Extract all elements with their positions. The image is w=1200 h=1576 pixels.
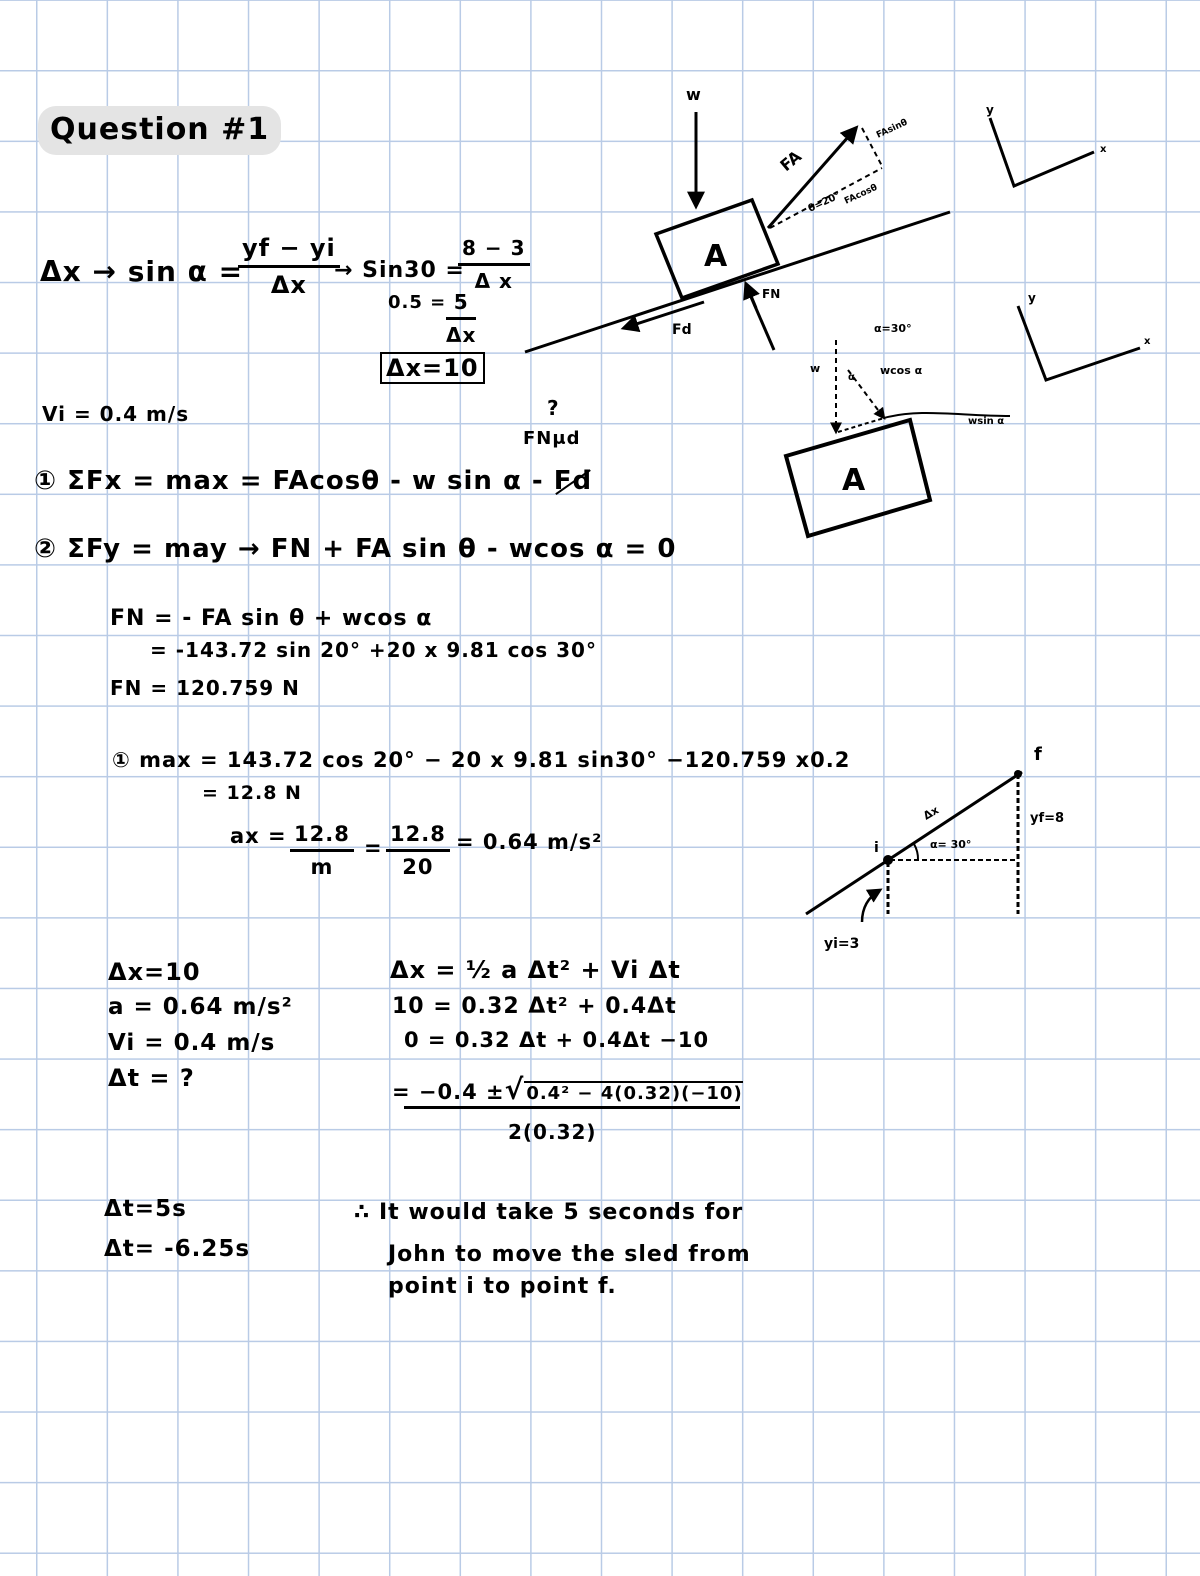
distance-lhs: Δx → sin α = — [40, 255, 244, 288]
block-a-1-label: A — [704, 239, 728, 274]
fraction-numerator: 8 − 3 — [458, 236, 530, 266]
angle-arc — [914, 844, 918, 860]
conclusion-line-1: ∴ It would take 5 seconds for — [354, 1200, 744, 1225]
conclusion-line-2: John to move the sled from — [388, 1242, 751, 1267]
alpha-small-label: α — [848, 372, 855, 383]
axes-1 — [990, 118, 1094, 186]
answer-positive-time: Δt=5s — [104, 1196, 187, 1222]
given-dt-unknown: Δt = ? — [108, 1064, 195, 1092]
equation-2-text: ΣFy = may → FN + FA sin θ - wcos α = 0 — [67, 534, 677, 564]
quadratic-root: 0.4² − 4(0.32)(−10) — [526, 1083, 743, 1104]
point-f-label: f — [1034, 744, 1042, 765]
free-body-diagram-2 — [786, 291, 1151, 536]
axis-y-label-1: y — [986, 103, 994, 117]
alpha-30-label: α=30° — [874, 322, 912, 335]
axis-y-label-2: y — [1028, 291, 1036, 305]
fk-question-mark: ? — [547, 396, 560, 420]
yi-pointer-arrow — [862, 890, 880, 922]
normal-force-label: FN — [762, 287, 781, 301]
fraction-numerator: yf − yi — [238, 234, 340, 268]
quadratic-prefix: = −0.4 ± — [392, 1080, 505, 1104]
answer-negative-time: Δt= -6.25s — [104, 1236, 251, 1262]
given-vi: Vi = 0.4 m/s — [108, 1030, 276, 1056]
half-equals: 0.5 = — [388, 292, 447, 313]
yf-label: yf=8 — [1030, 811, 1065, 826]
wcos-label: wcos α — [880, 364, 923, 377]
theta-label: θ=20° — [806, 190, 843, 215]
yi-label: yi=3 — [824, 936, 860, 952]
vi-value: Vi = 0.4 m/s — [42, 402, 190, 426]
sqrt-icon: √ — [504, 1073, 525, 1106]
fn-mu-d-label: FNμd — [523, 428, 581, 449]
max-calc-expression: max = 143.72 cos 20° − 20 x 9.81 sin30° −120.759 x0.2 — [139, 748, 851, 772]
page-title: Question #1 — [50, 112, 270, 147]
weight-label: w — [686, 85, 701, 104]
fn-calc-result: FN = 120.759 N — [110, 676, 300, 700]
crossed-out-fd: Fd — [553, 466, 593, 496]
axis-x-label-1: x — [1100, 144, 1107, 155]
fraction-denominator: Δx — [446, 323, 477, 347]
fa-sin-label: FAsinθ — [875, 117, 910, 141]
kinematics-line-1: Δx = ½ a Δt² + Vi Δt — [390, 956, 681, 984]
block-a-2-label: A — [842, 463, 866, 498]
incline-slope-line — [806, 772, 1022, 914]
axes-2 — [1018, 306, 1140, 380]
equation-2-marker: ② — [34, 534, 58, 564]
point-i-label: i — [874, 840, 879, 856]
max-calc-line-2: = 12.8 N — [202, 782, 302, 804]
incline-dx-label: Δx — [921, 803, 942, 823]
normal-force-arrow — [746, 284, 756, 308]
fraction-numerator: 12.8 — [386, 822, 450, 852]
given-acceleration: a = 0.64 m/s² — [108, 994, 293, 1020]
dx-result-boxed: Δx=10 — [380, 352, 485, 384]
equation-1-text: ΣFx = max = FAcosθ - w sin α - — [67, 466, 554, 496]
max-calc-marker: ① — [112, 748, 131, 772]
friction-label: Fd — [672, 322, 692, 338]
incline-diagram — [806, 744, 1064, 952]
fn-calc-line-1: FN = - FA sin θ + wcos α — [110, 606, 433, 631]
fraction-denominator: 20 — [402, 855, 434, 879]
sin30-arrow: → Sin30 = — [334, 258, 465, 283]
fn-calc-line-2: = -143.72 sin 20° +20 x 9.81 cos 30° — [150, 638, 597, 662]
conclusion-line-3: point i to point f. — [388, 1274, 617, 1299]
kinematics-line-3: 0 = 0.32 Δt + 0.4Δt −10 — [404, 1028, 710, 1052]
fraction-denominator: Δ x — [474, 269, 513, 293]
wsin-label: wsin α — [968, 416, 1005, 427]
fraction-denominator: Δx — [270, 271, 307, 299]
fa-cos-label: FAcosθ — [843, 182, 880, 207]
fraction-numerator: 5 — [446, 290, 476, 320]
equals-sign: = — [364, 836, 383, 860]
incline-alpha-label: α= 30° — [930, 838, 972, 851]
ax-label: ax = — [230, 824, 287, 848]
weight-label-2: w — [810, 362, 821, 375]
equation-1-marker: ① — [34, 466, 58, 496]
acceleration-result: = 0.64 m/s² — [456, 830, 603, 854]
quadratic-denominator: 2(0.32) — [508, 1120, 597, 1144]
fraction-denominator: m — [310, 855, 334, 879]
applied-force-label: FA — [776, 146, 806, 176]
kinematics-line-2: 10 = 0.32 Δt² + 0.4Δt — [392, 994, 677, 1019]
axis-x-label-2: x — [1144, 336, 1151, 347]
given-dx: Δx=10 — [108, 958, 201, 986]
fraction-numerator: 12.8 — [290, 822, 354, 852]
